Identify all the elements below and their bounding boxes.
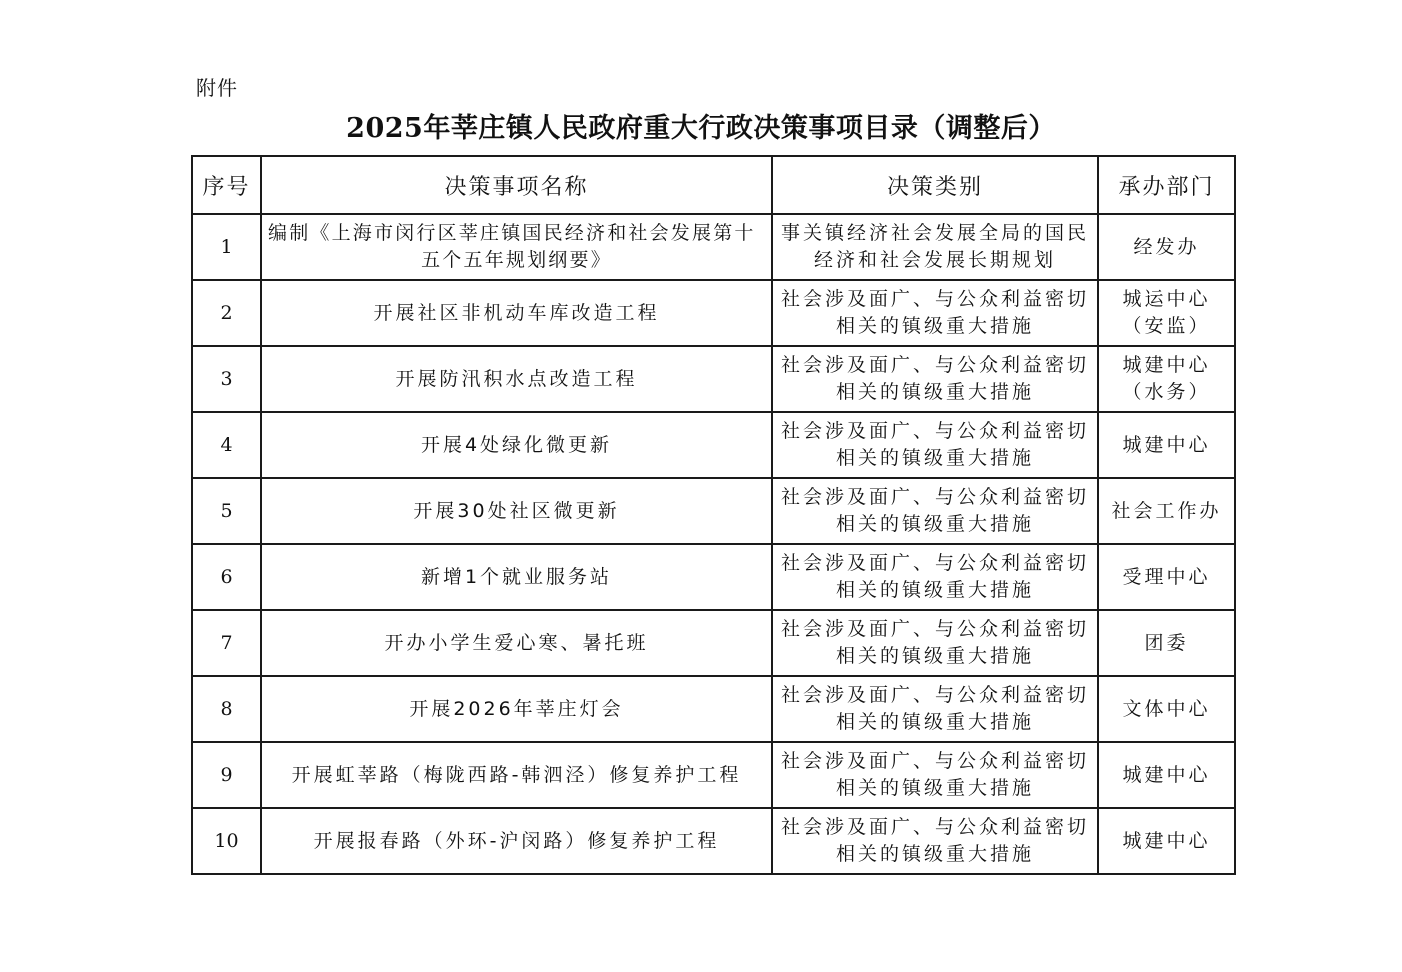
table-row — [192, 412, 1235, 478]
decision-item-name: 开展4处绿化微更新 — [261, 412, 772, 478]
responsible-department: 城建中心 — [1098, 742, 1235, 808]
table-row — [192, 610, 1235, 676]
decision-item-name: 新增1个就业服务站 — [261, 544, 772, 610]
decision-category: 社会涉及面广、与公众利益密切相关的镇级重大措施 — [772, 478, 1098, 544]
decision-item-name: 开展社区非机动车库改造工程 — [261, 280, 772, 346]
header-name: 决策事项名称 — [261, 156, 772, 214]
responsible-department: 团委 — [1098, 610, 1235, 676]
decision-category: 社会涉及面广、与公众利益密切相关的镇级重大措施 — [772, 280, 1098, 346]
decision-category: 社会涉及面广、与公众利益密切相关的镇级重大措施 — [772, 676, 1098, 742]
row-number: 8 — [192, 676, 261, 742]
header-no: 序号 — [192, 156, 261, 214]
responsible-department: 经发办 — [1098, 214, 1235, 280]
table-row — [192, 346, 1235, 412]
decision-category: 社会涉及面广、与公众利益密切相关的镇级重大措施 — [772, 412, 1098, 478]
row-number: 9 — [192, 742, 261, 808]
responsible-department: 社会工作办 — [1098, 478, 1235, 544]
row-number: 3 — [192, 346, 261, 412]
decision-category: 事关镇经济社会发展全局的国民经济和社会发展长期规划 — [772, 214, 1098, 280]
decision-category: 社会涉及面广、与公众利益密切相关的镇级重大措施 — [772, 742, 1098, 808]
table-header-row — [192, 156, 1235, 214]
row-number: 7 — [192, 610, 261, 676]
row-number: 10 — [192, 808, 261, 874]
decision-category: 社会涉及面广、与公众利益密切相关的镇级重大措施 — [772, 544, 1098, 610]
row-number: 6 — [192, 544, 261, 610]
responsible-department: 城建中心（水务） — [1098, 346, 1235, 412]
row-number: 1 — [192, 214, 261, 280]
table-row — [192, 676, 1235, 742]
row-number: 4 — [192, 412, 261, 478]
responsible-department: 受理中心 — [1098, 544, 1235, 610]
table-row — [192, 214, 1235, 280]
document-title: 2025年莘庄镇人民政府重大行政决策事项目录（调整后） — [346, 113, 1056, 144]
responsible-department: 城建中心 — [1098, 808, 1235, 874]
header-type: 决策类别 — [772, 156, 1098, 214]
attachment-label: 附件 — [196, 76, 238, 100]
decision-item-name: 开展2026年莘庄灯会 — [261, 676, 772, 742]
table-row — [192, 478, 1235, 544]
decision-category: 社会涉及面广、与公众利益密切相关的镇级重大措施 — [772, 346, 1098, 412]
decision-category: 社会涉及面广、与公众利益密切相关的镇级重大措施 — [772, 808, 1098, 874]
table-row — [192, 808, 1235, 874]
responsible-department: 城建中心 — [1098, 412, 1235, 478]
decision-item-name: 开办小学生爱心寒、暑托班 — [261, 610, 772, 676]
header-dept: 承办部门 — [1098, 156, 1235, 214]
row-number: 5 — [192, 478, 261, 544]
responsible-department: 城运中心（安监） — [1098, 280, 1235, 346]
row-number: 2 — [192, 280, 261, 346]
decision-table — [191, 155, 1236, 875]
decision-category: 社会涉及面广、与公众利益密切相关的镇级重大措施 — [772, 610, 1098, 676]
table-row — [192, 544, 1235, 610]
decision-item-name: 开展虹莘路（梅陇西路-韩泗泾）修复养护工程 — [261, 742, 772, 808]
decision-item-name: 开展30处社区微更新 — [261, 478, 772, 544]
decision-item-name: 编制《上海市闵行区莘庄镇国民经济和社会发展第十五个五年规划纲要》 — [261, 214, 772, 280]
decision-item-name: 开展防汛积水点改造工程 — [261, 346, 772, 412]
decision-item-name: 开展报春路（外环-沪闵路）修复养护工程 — [261, 808, 772, 874]
table-row — [192, 280, 1235, 346]
responsible-department: 文体中心 — [1098, 676, 1235, 742]
table-row — [192, 742, 1235, 808]
